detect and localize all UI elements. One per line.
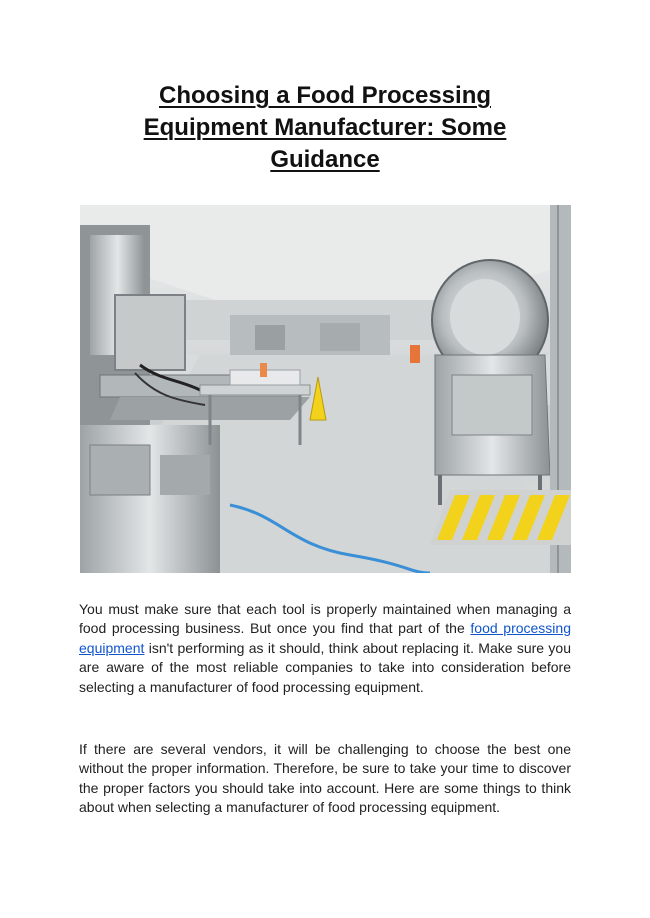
paragraph-2: If there are several vendors, it will be challenging to choose the best one without the proper information. Therefore, be sure to take your time to discover the proper factors you should take into account. Here are some things to think about when selecting a manufacturer of food processing equipment. [79, 741, 571, 816]
title-line-1: Choosing a Food Processing [158, 82, 492, 109]
title-line-3: Guidance [270, 146, 380, 173]
paragraph-1 [79, 600, 571, 697]
paragraph-1-start: You must make sure that each tool is properly maintained when managing a food processing business. But once you find that part of the [79, 601, 571, 637]
food-processing-equipment-link[interactable]: food processing equipment [79, 620, 571, 656]
page-title [100, 80, 550, 176]
factory-floor-photo [80, 205, 571, 573]
paragraph-1-end: isn't performing as it should, think about replacing it. Make sure you are aware of the most reliable companies to take into consideration before selecting a manufacturer of food processing equipment. [79, 639, 571, 695]
title-line-2: Equipment Manufacturer: Some [143, 114, 507, 141]
